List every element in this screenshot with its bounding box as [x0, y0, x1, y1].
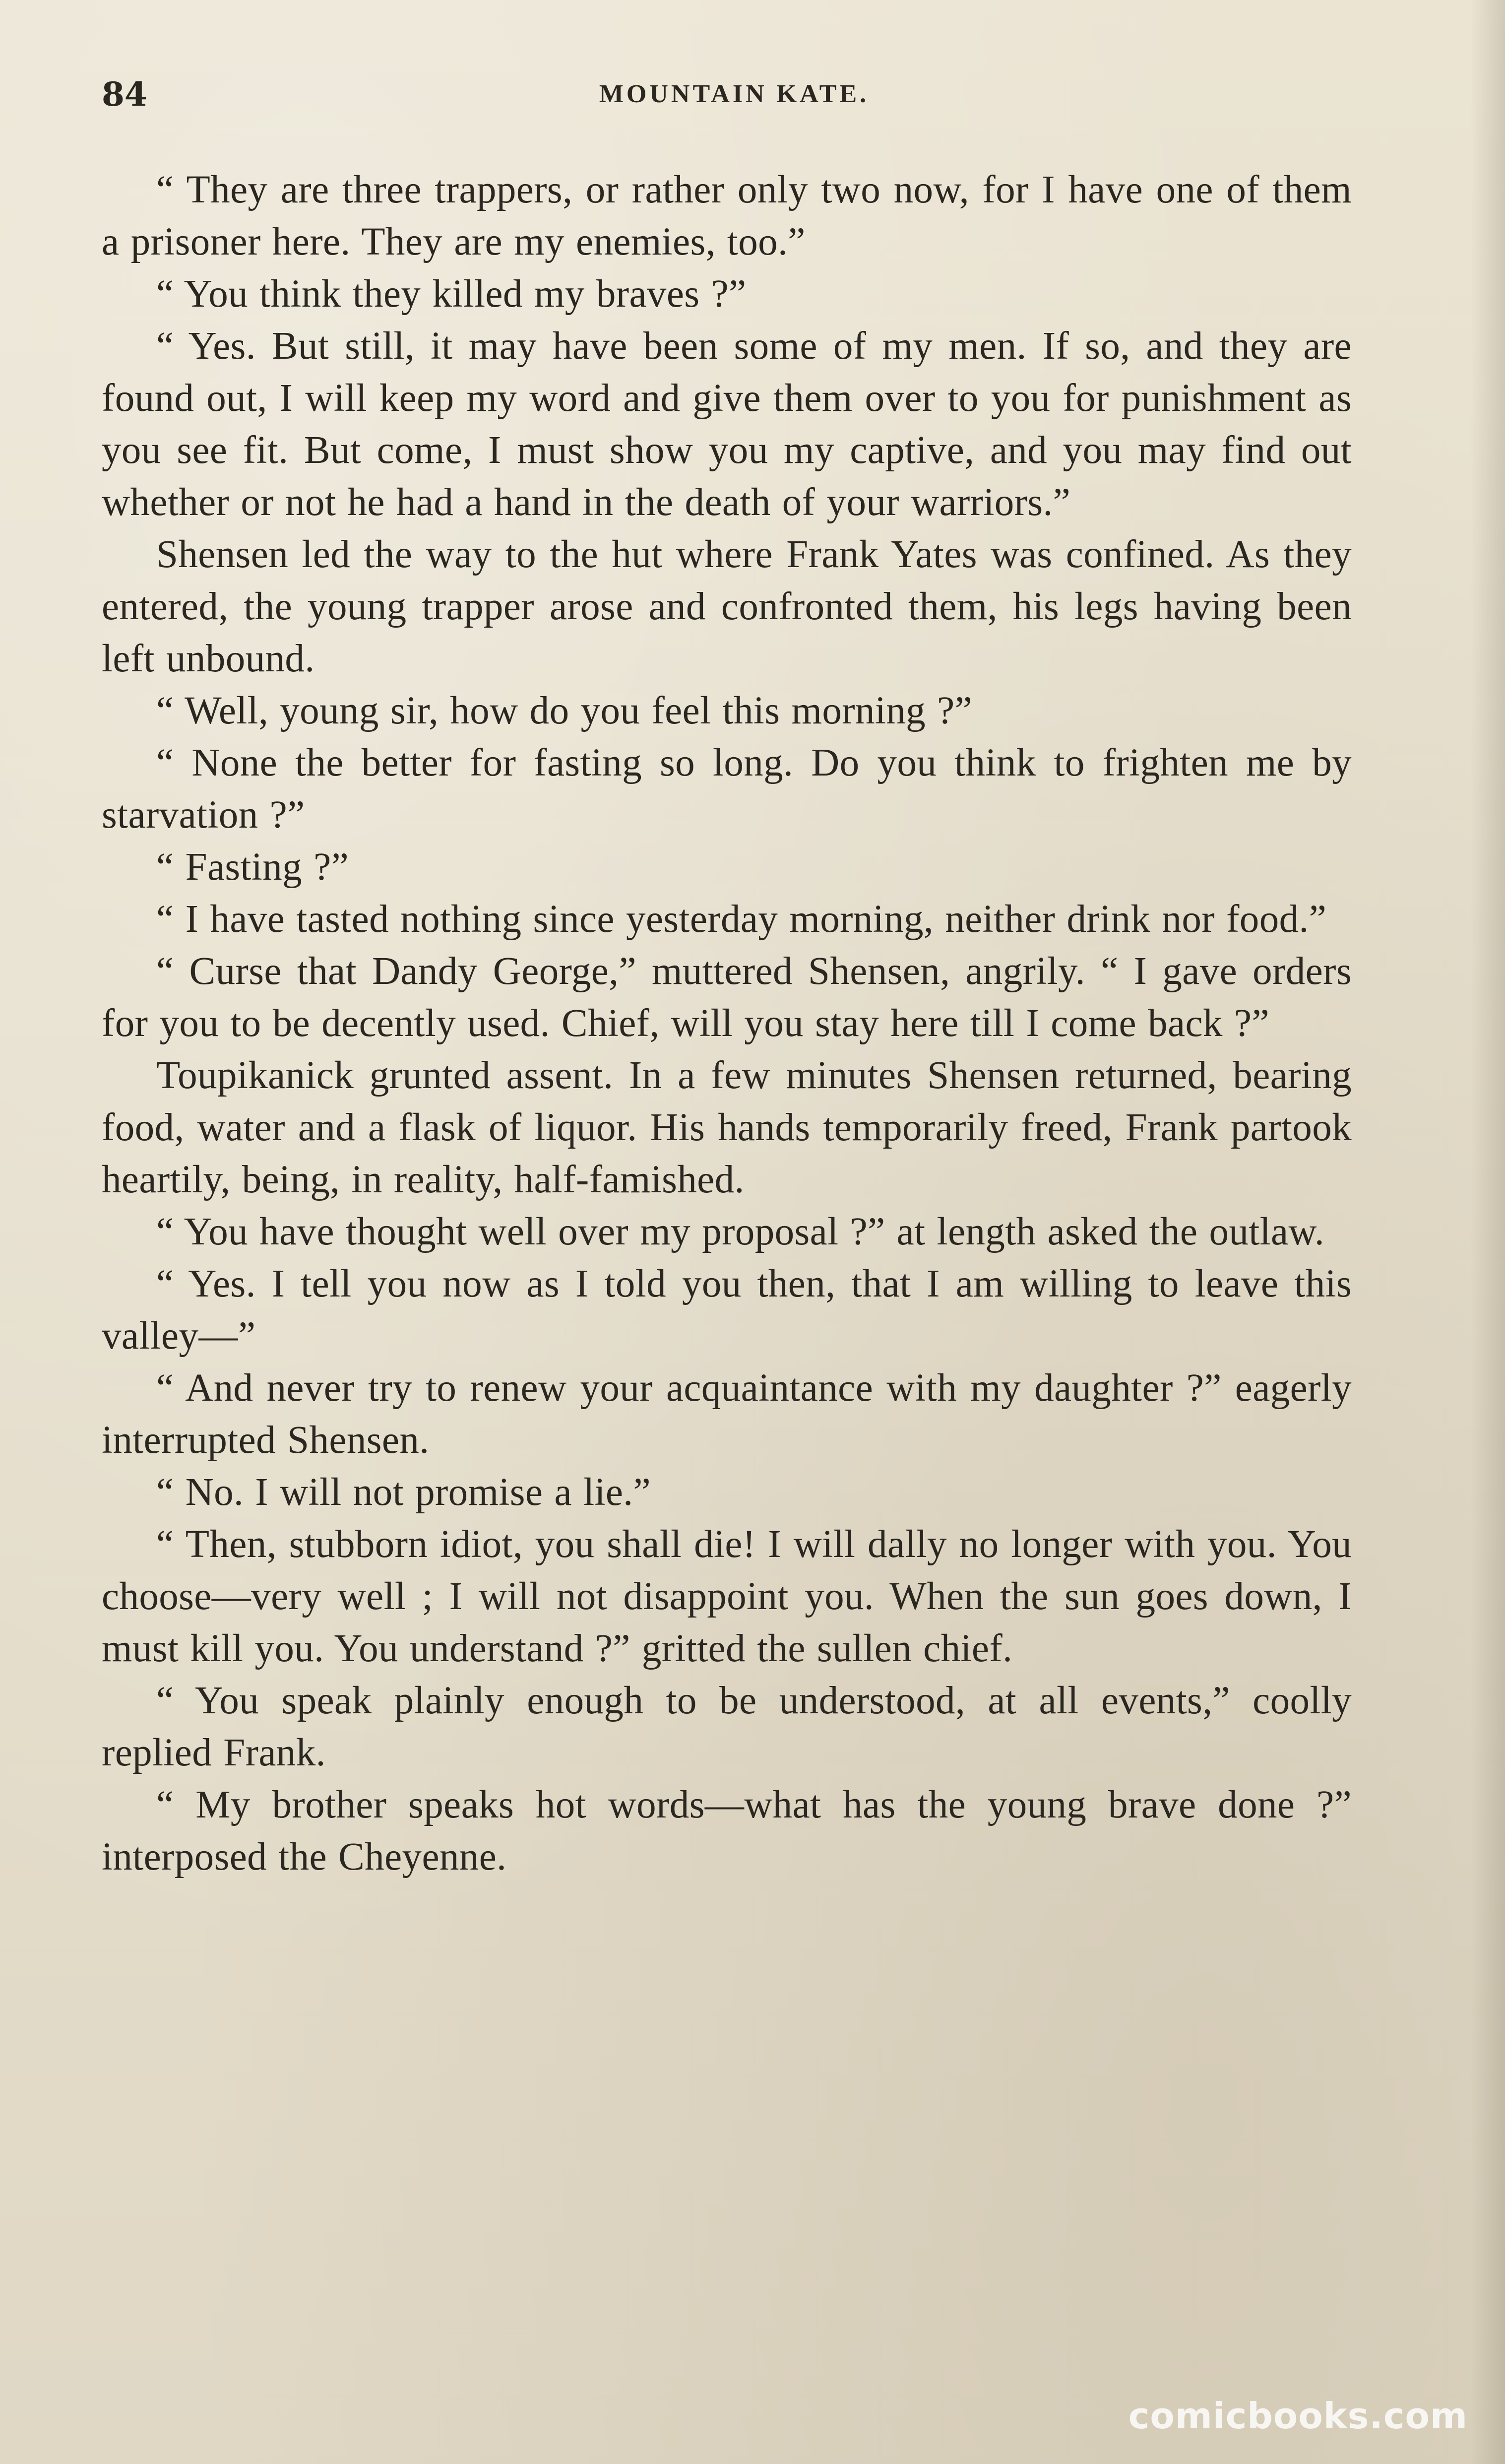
paragraph: “ Then, stubborn idiot, you shall die! I will dally no longer with you. You choose—very well ; I will not disappoint you. When the sun goes down, I must kill you. You understand ?” gritted the sullen chief. — [102, 1523, 1352, 1670]
paragraph: “ Well, young sir, how do you feel this morning ?” — [156, 689, 973, 732]
page-number: 84 — [102, 75, 147, 114]
paragraph: Toupikanick grunted assent. In a few minutes Shensen returned, bearing food, water and a flask of liquor. His hands temporarily freed, Frank partook heartily, being, in reality, half-famished. — [102, 1054, 1352, 1201]
paragraph: “ Curse that Dandy George,” muttered Shensen, angrily. “ I gave orders for you to be decently used. Chief, will you stay here till I come back ?” — [102, 950, 1352, 1045]
watermark: comicbooks.com — [1128, 2395, 1468, 2437]
paragraph: “ My brother speaks hot words—what has the young brave done ?” interposed the Cheyenne. — [102, 1783, 1352, 1879]
paragraph: Shensen led the way to the hut where Frank Yates was confined. As they entered, the young trapper arose and confronted them, his legs having been left unbound. — [102, 533, 1352, 680]
paragraph: “ And never try to renew your acquaintance with my daughter ?” eagerly interrupted Shensen. — [102, 1366, 1352, 1462]
paragraph: “ They are three trappers, or rather only two now, for I have one of them a prisoner here. They are my enemies, too.” — [102, 168, 1352, 263]
paragraph: “ Yes. I tell you now as I told you then, that I am willing to leave this valley—” — [102, 1262, 1352, 1358]
paragraph: “ You speak plainly enough to be understood, at all events,” coolly replied Frank. — [102, 1679, 1352, 1774]
body-text — [102, 164, 1352, 1883]
paragraph: “ You have thought well over my proposal ?” at length asked the outlaw. — [156, 1210, 1324, 1253]
page-edge-shadow — [1470, 0, 1505, 2464]
page-header — [102, 69, 1367, 119]
paragraph: “ Fasting ?” — [156, 845, 349, 889]
paragraph: “ Yes. But still, it may have been some of my men. If so, and they are found out, I will keep my word and give them over to you for punishment as you see fit. But come, I must show you my captive, and you may find out whether or not he had a hand in the death of your warriors.” — [102, 324, 1352, 524]
paragraph: “ No. I will not promise a lie.” — [156, 1471, 651, 1514]
running-title: MOUNTAIN KATE. — [599, 80, 870, 108]
paragraph: “ I have tasted nothing since yesterday morning, neither drink nor food.” — [156, 898, 1327, 941]
paragraph: “ None the better for fasting so long. Do you think to frighten me by starvation ?” — [102, 741, 1352, 837]
paragraph: “ You think they killed my braves ?” — [156, 272, 747, 316]
